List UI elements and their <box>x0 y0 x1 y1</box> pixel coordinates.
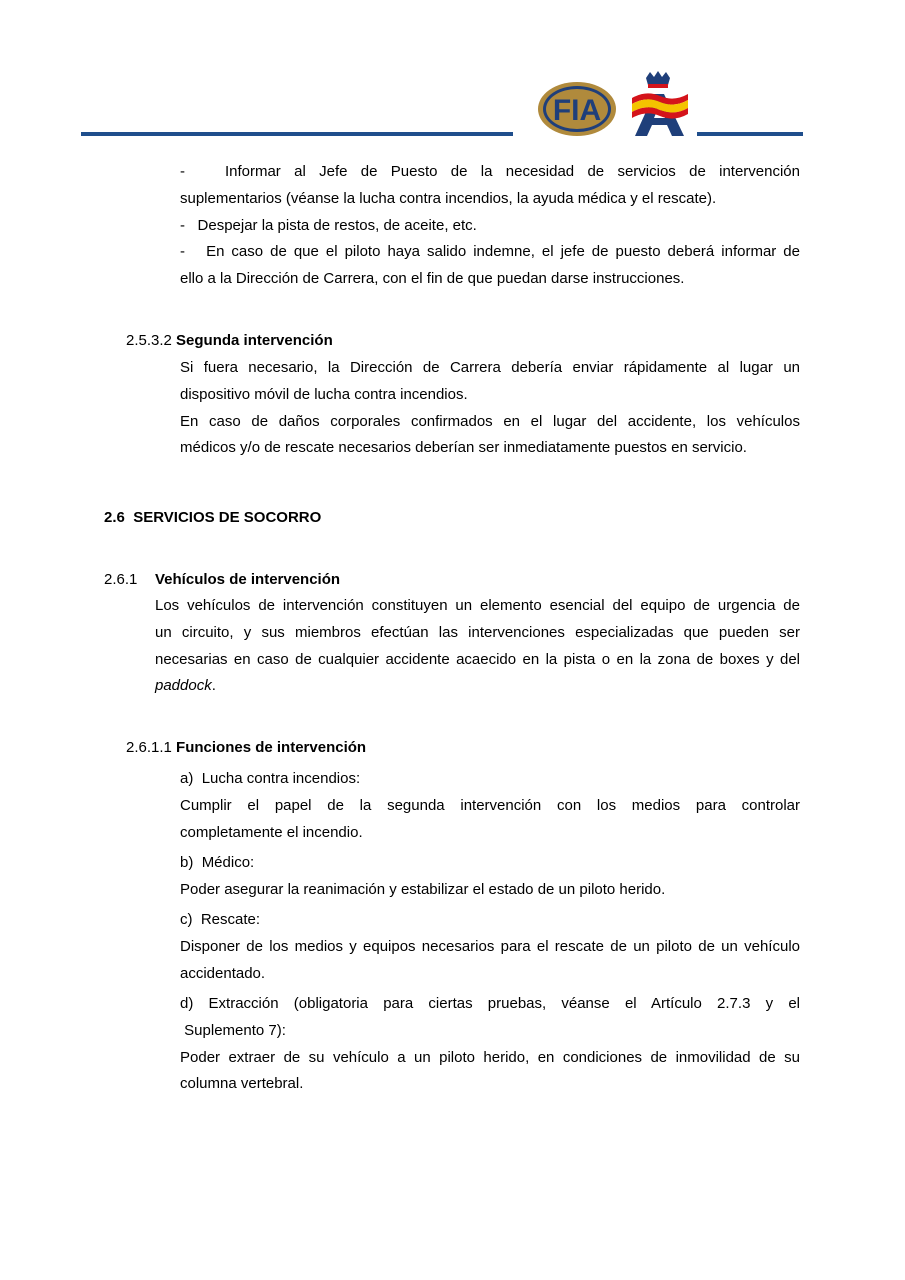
paragraph-line: Disponer de los medios y equipos necesarios para el rescate de un piloto de un vehículo <box>180 937 800 955</box>
item-label: c) <box>180 911 193 928</box>
paragraph-line: dispositivo móvil de lucha contra incendios. <box>180 385 468 403</box>
item-label: a) <box>180 770 194 787</box>
bullet-3-line-2: ello a la Dirección de Carrera, con el fin de que puedan darse instrucciones. <box>180 270 685 288</box>
bullet-1-text: Informar al Jefe de Puesto de la necesidad de servicios de intervención <box>224 163 800 180</box>
section-2-6-1-body <box>155 593 800 700</box>
item-heading-continued <box>180 1018 800 1045</box>
item-label: b) <box>180 854 194 871</box>
section-number: 2.6.1 <box>104 571 138 588</box>
section-number: 2.6.1.1 <box>126 739 172 756</box>
section-2-5-3-2-body <box>180 355 800 462</box>
paragraph-line <box>155 673 800 700</box>
item-heading <box>180 850 800 877</box>
fia-logo-text: FIA <box>552 94 602 127</box>
function-c <box>180 907 800 987</box>
paragraph-line: accidentado. <box>180 964 266 982</box>
header-rule-left <box>81 132 513 136</box>
bullet-dash: - <box>180 163 185 180</box>
bullet-2-text: Despejar la pista de restos, de aceite, etc. <box>197 216 477 234</box>
section-2-6-heading <box>104 505 321 532</box>
section-2-6-1-1-heading <box>126 735 366 762</box>
item-heading <box>180 991 800 1018</box>
fia-logo <box>536 80 618 138</box>
function-a <box>180 766 800 846</box>
paragraph-line: Los vehículos de intervención constituyen un elemento esencial del equipo de urgencia de <box>155 597 800 614</box>
section-2-5-3-2-heading <box>126 328 333 355</box>
item-title: Extracción (obligatoria para ciertas pruebas, véanse el Artículo 2.7.3 y el <box>208 995 800 1012</box>
section-title: Segunda intervención <box>176 332 333 349</box>
bullet-2 <box>180 213 800 240</box>
paragraph-line: completamente el incendio. <box>180 823 363 841</box>
section-title: SERVICIOS DE SOCORRO <box>133 509 322 526</box>
bullet-dash: - <box>180 216 185 234</box>
header-rule-right <box>697 132 803 136</box>
bullet-list <box>180 159 800 293</box>
rfeda-logo <box>624 70 690 140</box>
item-title: Médico: <box>201 854 255 871</box>
paragraph-line: un circuito, y sus miembros efectúan las intervenciones especializadas que pueden ser <box>155 623 800 641</box>
bullet-1-line-1 <box>180 159 800 186</box>
period: . <box>211 677 216 695</box>
paragraph-line: médicos y/o de rescate necesarios deberían ser inmediatamente puestos en servicio. <box>180 439 747 457</box>
section-number: 2.6 <box>104 509 125 526</box>
bullet-dash: - <box>180 243 185 261</box>
paragraph-line: Cumplir el papel de la segunda intervención con los medios para controlar <box>180 796 800 814</box>
paragraph-line: columna vertebral. <box>180 1075 304 1093</box>
item-heading <box>180 907 800 934</box>
italic-term: paddock <box>155 677 212 695</box>
paragraph-line: necesarias en caso de cualquier accidente acaecido en la pista o en la zona de boxes y del <box>155 650 800 668</box>
item-title-continued: Suplemento 7): <box>184 1021 286 1039</box>
item-label: d) <box>180 995 194 1012</box>
bullet-1-line-2: suplementarios (véanse la lucha contra incendios, la ayuda médica y el rescate). <box>180 189 717 207</box>
section-title: Vehículos de intervención <box>155 571 341 588</box>
bullet-3-text: En caso de que el piloto haya salido indemne, el jefe de puesto deberá informar de <box>206 243 800 261</box>
paragraph-line: Poder extraer de su vehículo a un piloto herido, en condiciones de inmovilidad de su <box>180 1048 800 1066</box>
item-heading <box>180 766 800 793</box>
section-2-6-1-heading <box>104 567 340 594</box>
paragraph-line: Poder asegurar la reanimación y estabilizar el estado de un piloto herido. <box>180 880 666 898</box>
paragraph-line: En caso de daños corporales confirmados en el lugar del accidente, los vehículos <box>180 412 800 430</box>
paragraph-line: Si fuera necesario, la Dirección de Carrera debería enviar rápidamente al lugar un <box>180 359 800 376</box>
item-title: Rescate: <box>200 911 261 928</box>
bullet-3-line-1 <box>180 239 800 266</box>
section-number: 2.5.3.2 <box>126 332 172 349</box>
function-d <box>180 991 800 1098</box>
section-title: Funciones de intervención <box>176 739 367 756</box>
function-b <box>180 850 800 904</box>
item-title: Lucha contra incendios: <box>201 770 361 787</box>
